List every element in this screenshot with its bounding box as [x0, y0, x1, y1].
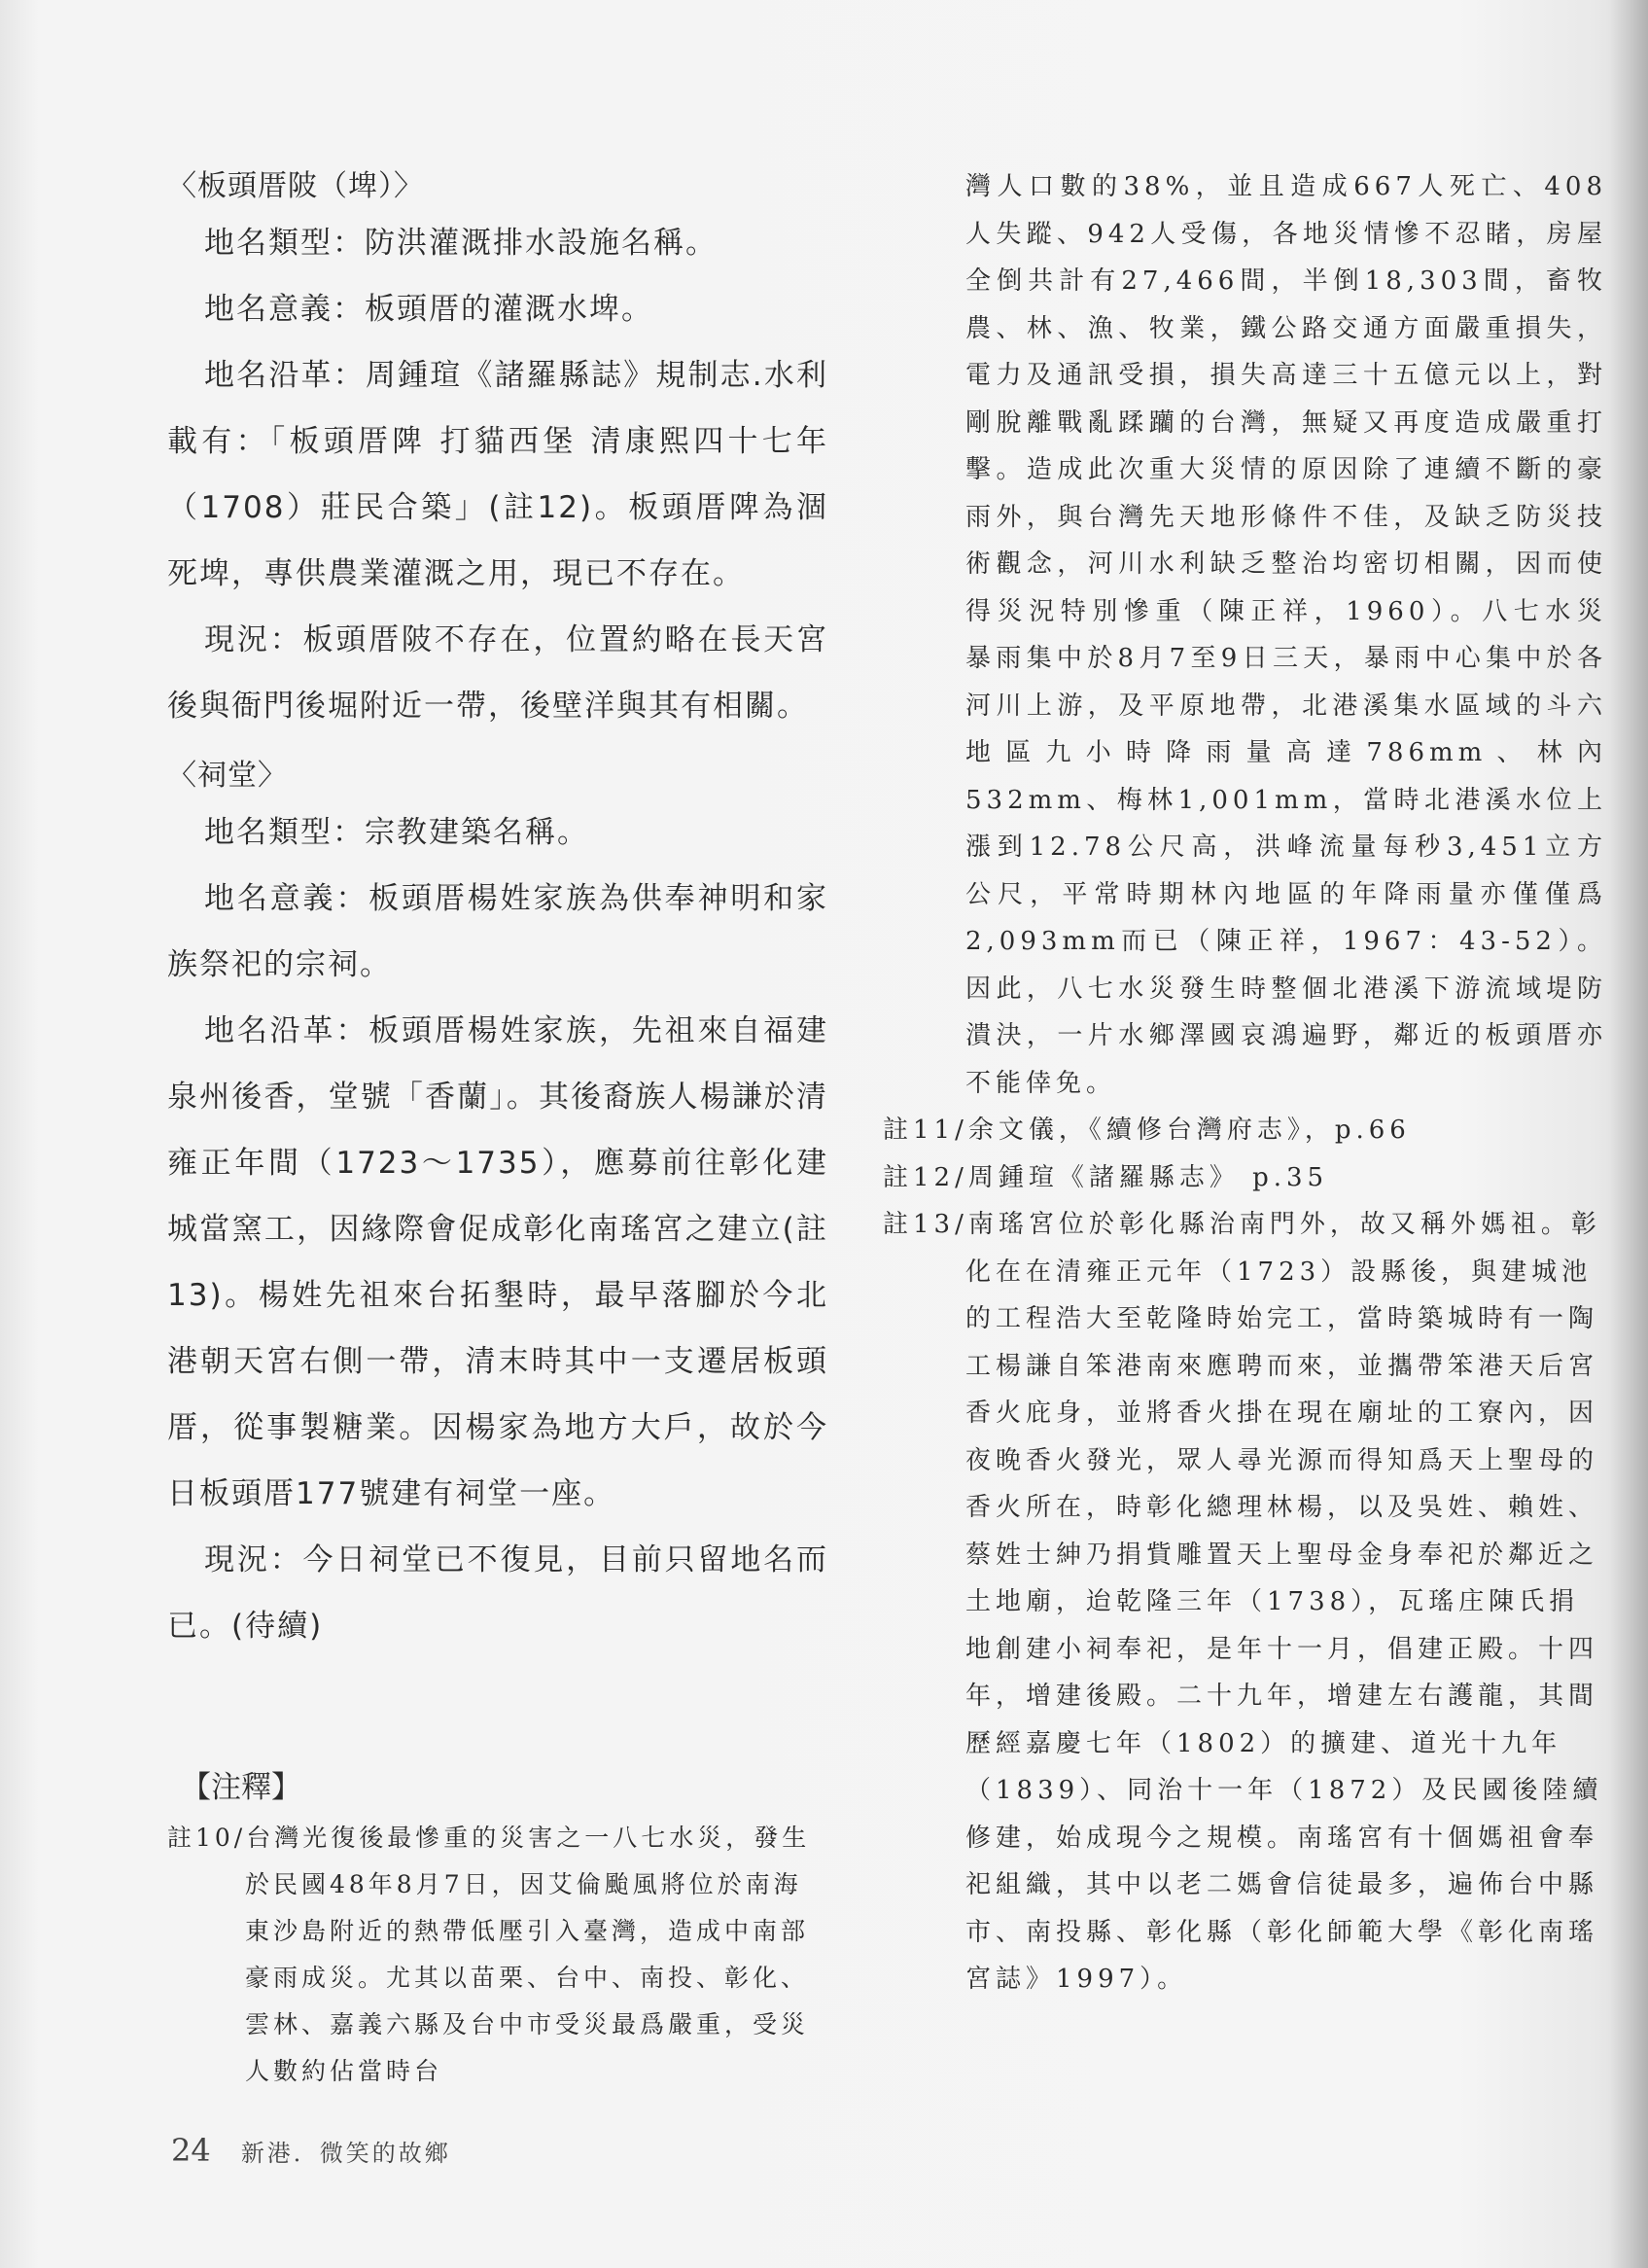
page-footer	[171, 2132, 451, 2169]
paragraph-meaning: 地名意義：板頭厝楊姓家族為供奉神明和家族祭祀的宗祠。	[167, 881, 828, 982]
section-title-bantoucuo-pond: 〈板頭厝陂（埤）〉	[167, 169, 424, 203]
footnote-10: 註10/台灣光復後最慘重的災害之一八七水災，發生於民國48年8月7日，因艾倫颱風將位於南海東沙島附近的熱帶低壓引入臺灣，造成中南部豪雨成災。尤其以苗栗、台中、南投、彰化、雲林、嘉義六縣及台中市受災最爲嚴重，受災人數約佔當時台	[167, 1824, 811, 2085]
right-column	[883, 163, 1607, 2003]
notes-heading: 【注釋】	[181, 1770, 301, 1805]
paragraph-type: 地名類型：防洪灌溉排水設施名稱。	[204, 226, 718, 261]
paragraph-type: 地名類型：宗教建築名稱。	[204, 815, 589, 850]
page-spine-shadow	[1609, 0, 1648, 2268]
left-column	[167, 163, 828, 2119]
footnote-13: 註13/南瑤宮位於彰化縣治南門外，故又稱外媽祖。彰化在在清雍正元年（1723）設縣後，與建城池的工程浩大至乾隆時始完工，當時築城時有一陶工楊謙自笨港南來應聘而來，並攜帶笨港天后宮香火庇身，並將香火掛在現在廟址的工寮內，因夜晚香火發光，眾人尋光源而得知爲天上聖母的香火所在，時彰化總理林楊，以及吳姓、賴姓、蔡姓士紳乃捐貲雕置天上聖母金身奉祀於鄰近之土地廟，迨乾隆三年（1738），瓦瑤庄陳氏捐地創建小祠奉祀，是年十一月，倡建正殿。十四年，增建後殿。二十九年，增建左右護龍，其間歷經嘉慶七年（1802）的擴建、道光十九年（1839）、同治十一年（1872）及民國後陸續修建，始成現今之規模。南瑤宮有十個媽祖會奉祀組織，其中以老二媽會信徒最多，遍佈台中縣市、南投縣、彰化縣（彰化師範大學《彰化南瑤宮誌》1997）。	[883, 1210, 1603, 1994]
section-title-ancestral-hall: 〈祠堂〉	[167, 759, 288, 793]
footnote-12: 註12/周鍾瑄《諸羅縣志》 p.35	[883, 1162, 1329, 1192]
footnote-10-continued: 灣人口數的38%，並且造成667人死亡、408人失蹤、942人受傷，各地災情慘不忍睹，房屋全倒共計有27,466間，半倒18,303間，畜牧農、林、漁、牧業，鐵公路交通方面嚴重損失，電力及通訊受損，損失高達三十五億元以上，對剛脫離戰亂蹂躪的台灣，無疑又再度造成嚴重打擊。造成此次重大災情的原因除了連續不斷的豪雨外，與台灣先天地形條件不佳，及缺乏防災技術觀念，河川水利缺乏整治均密切相關，因而使得災況特別慘重（陳正祥，1960）。八七水災暴雨集中於8月7至9日三天，暴雨中心集中於各河川上游，及平原地帶，北港溪集水區域的斗六地區九小時降雨量高達786mm、林內532mm、梅林1,001mm，當時北港溪水位上漲到12.78公尺高，洪峰流量每秒3,451立方公尺，平常時期林內地區的年降雨量亦僅僅爲2,093mm而已（陳正祥，1967：43-52）。因此，八七水災發生時整個北港溪下游流域堤防潰決，一片水鄉澤國哀鴻遍野，鄰近的板頭厝亦不能倖免。	[965, 172, 1607, 1098]
paragraph-current: 現況：今日祠堂已不復見，目前只留地名而已。(待續)	[167, 1542, 828, 1644]
paragraph-current: 現況：板頭厝陂不存在，位置約略在長天宮後與衙門後堀附近一帶，後壁洋與其有相關。	[167, 622, 828, 724]
page-number: 24	[171, 2132, 211, 2169]
book-title: 新港．微笑的故鄉	[240, 2140, 451, 2167]
paragraph-history: 地名沿革：周鍾瑄《諸羅縣誌》規制志.水利載有：「板頭厝陴 打貓西堡 清康熙四十七年（1708）莊民合築」(註12)。板頭厝陴為涸死埤，專供農業灌溉之用，現已不存在。	[167, 358, 828, 591]
footnote-11: 註11/余文儀，《續修台灣府志》，p.66	[883, 1116, 1411, 1145]
paragraph-meaning: 地名意義：板頭厝的灌溉水埤。	[204, 292, 653, 327]
paragraph-history: 地名沿革：板頭厝楊姓家族，先祖來自福建泉州後香，堂號「香蘭」。其後裔族人楊謙於清雍正年間（1723～1735），應募前往彰化建城當窯工，因緣際會促成彰化南瑤宮之建立(註13)。楊姓先祖來台拓墾時，最早落腳於今北港朝天宮右側一帶，清末時其中一支遷居板頭厝，從事製糖業。因楊家為地方大戶，故於今日板頭厝177號建有祠堂一座。	[167, 1013, 828, 1511]
